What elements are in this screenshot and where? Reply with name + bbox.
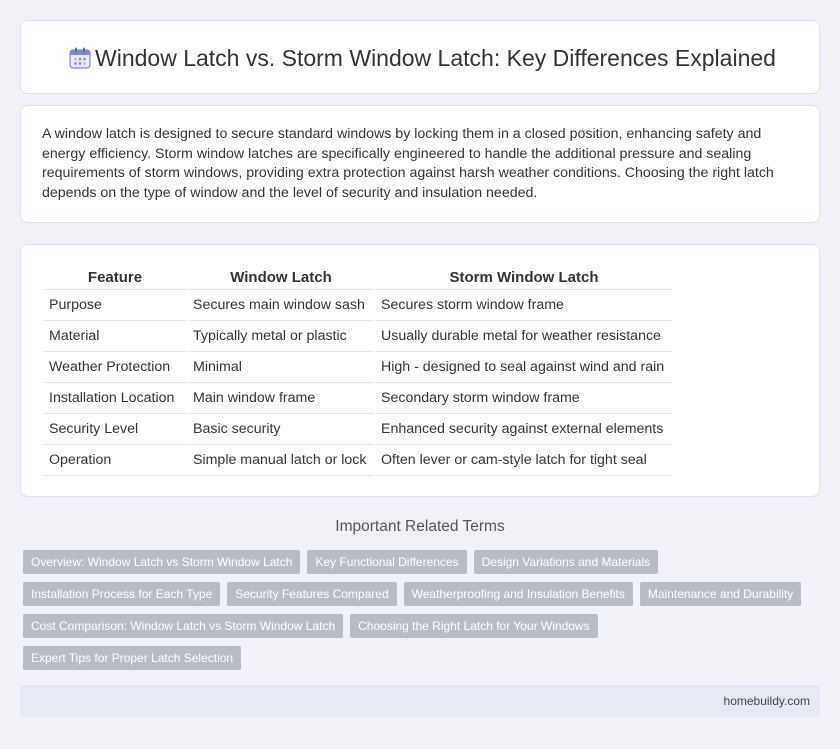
table-cell: Basic security xyxy=(188,414,374,445)
table-cell: High - designed to seal against wind and rain xyxy=(376,352,672,383)
header-card xyxy=(20,20,820,94)
footer xyxy=(20,685,820,718)
related-term-tag[interactable]: Key Functional Differences xyxy=(307,550,466,574)
table-cell: Security Level xyxy=(44,414,186,445)
related-term-tag[interactable]: Overview: Window Latch vs Storm Window Latch xyxy=(23,550,300,574)
related-terms-title: Important Related Terms xyxy=(335,518,505,535)
column-header: Storm Window Latch xyxy=(376,265,672,290)
table-row xyxy=(44,414,672,445)
related-term-tag[interactable]: Maintenance and Durability xyxy=(640,582,801,606)
table-header-row xyxy=(44,265,672,290)
table-cell: Purpose xyxy=(44,290,186,321)
table-cell: Secures storm window frame xyxy=(376,290,672,321)
table-cell: Minimal xyxy=(188,352,374,383)
table-cell: Often lever or cam-style latch for tight seal xyxy=(376,445,672,476)
table-cell: Typically metal or plastic xyxy=(188,321,374,352)
table-cell: Secondary storm window frame xyxy=(376,383,672,414)
column-header: Window Latch xyxy=(188,265,374,290)
page-title: Window Latch vs. Storm Window Latch: Key Differences Explained xyxy=(95,45,776,71)
tag-row xyxy=(23,550,823,574)
related-term-tag[interactable]: Security Features Compared xyxy=(227,582,396,606)
table-cell: Material xyxy=(44,321,186,352)
table-row xyxy=(44,352,672,383)
comparison-card xyxy=(20,244,820,497)
related-term-tag[interactable]: Installation Process for Each Type xyxy=(23,582,220,606)
tag-row xyxy=(23,582,823,606)
table-cell: Installation Location xyxy=(44,383,186,414)
comparison-table xyxy=(42,265,674,476)
intro-text: A window latch is designed to secure standard windows by locking them in a closed position, enhancing safety and energy efficiency. Storm window latches are specifically engineered to handle the additional pressure and sealing requirements of storm windows, providing extra protection against harsh weather conditions. Choosing the right latch depends on the type of window and the level of security and insulation needed. xyxy=(42,126,774,201)
calendar-icon xyxy=(67,45,93,71)
related-term-tag[interactable]: Cost Comparison: Window Latch vs Storm Window Latch xyxy=(23,614,343,638)
table-cell: Operation xyxy=(44,445,186,476)
related-term-tag[interactable]: Expert Tips for Proper Latch Selection xyxy=(23,646,241,670)
table-cell: Secures main window sash xyxy=(188,290,374,321)
related-term-tag[interactable]: Weatherproofing and Insulation Benefits xyxy=(404,582,633,606)
table-row xyxy=(44,445,672,476)
related-term-tag[interactable]: Choosing the Right Latch for Your Windows xyxy=(350,614,597,638)
intro-card xyxy=(20,105,820,223)
related-term-tag[interactable]: Design Variations and Materials xyxy=(474,550,659,574)
table-cell: Simple manual latch or lock xyxy=(188,445,374,476)
table-cell: Main window frame xyxy=(188,383,374,414)
footer-site-link[interactable]: homebuildy.com xyxy=(723,694,810,708)
table-row xyxy=(44,383,672,414)
tag-row xyxy=(23,614,823,638)
column-header: Feature xyxy=(44,265,186,290)
table-row xyxy=(44,290,672,321)
table-cell: Enhanced security against external elements xyxy=(376,414,672,445)
table-cell: Usually durable metal for weather resistance xyxy=(376,321,672,352)
tag-row xyxy=(23,646,823,670)
related-terms-list xyxy=(23,550,823,678)
table-cell: Weather Protection xyxy=(44,352,186,383)
table-row xyxy=(44,321,672,352)
